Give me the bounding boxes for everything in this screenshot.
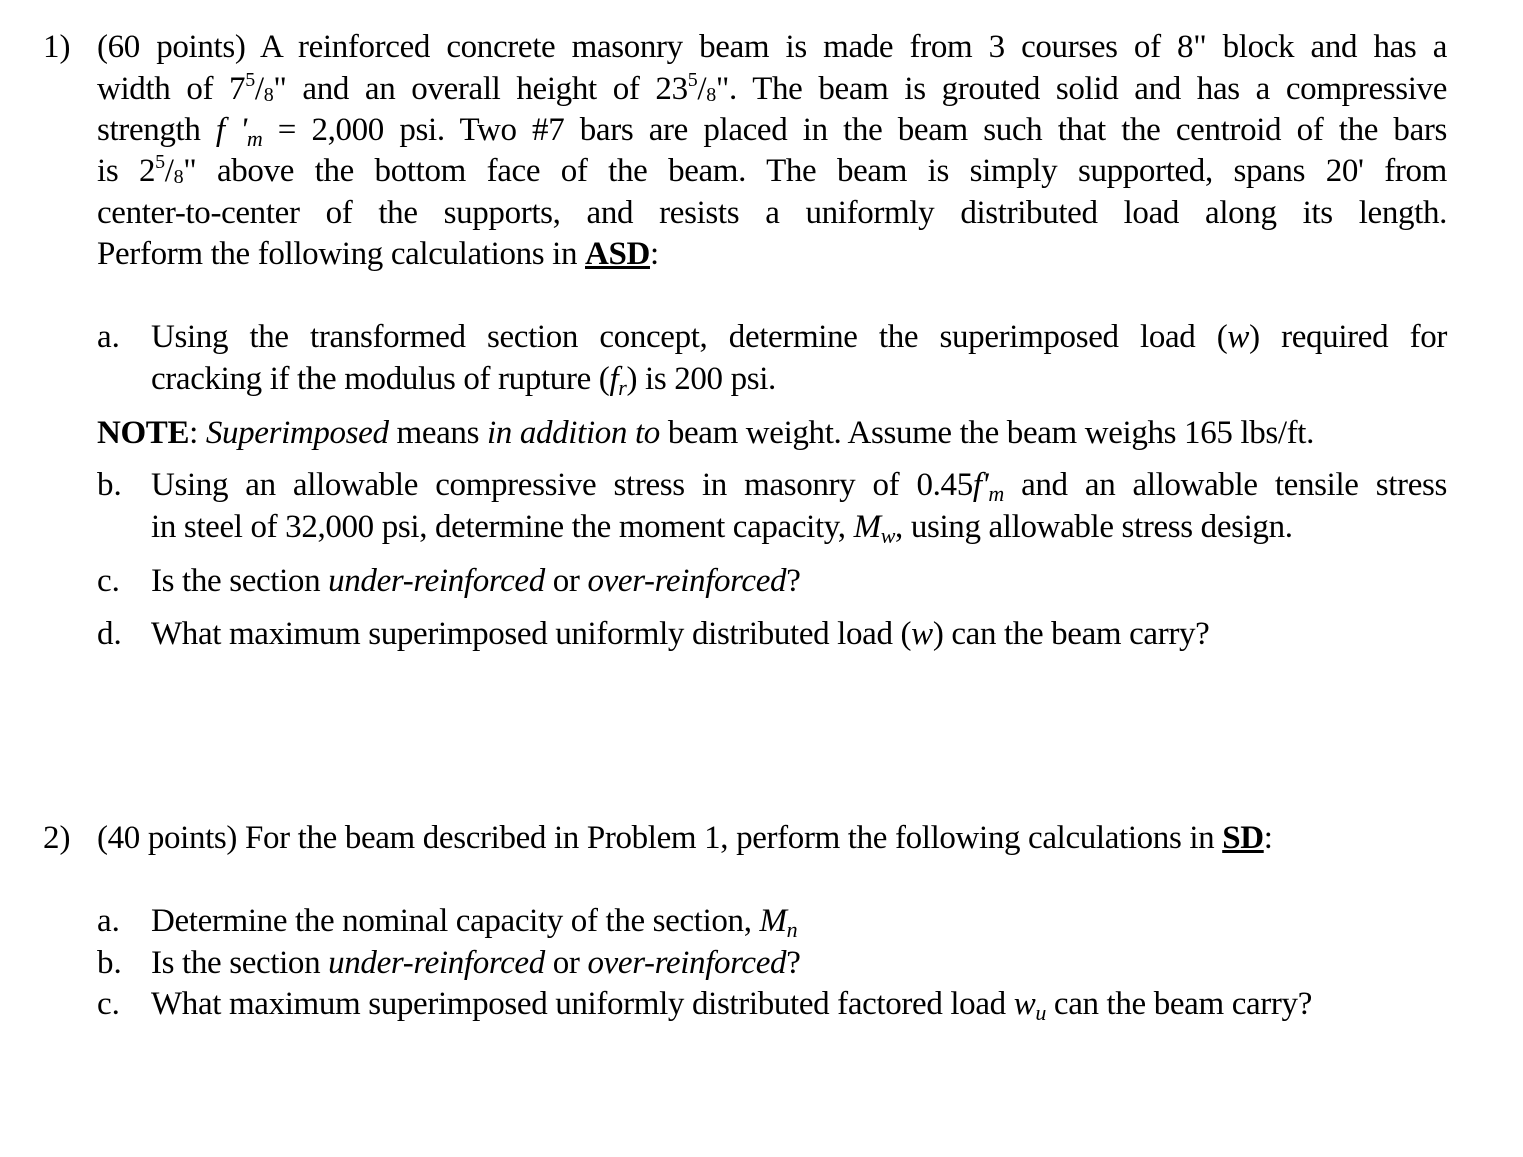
problem-2a-line: Determine the nominal capacity of the section, Mn (151, 903, 798, 942)
fraction-5-8: $^5/_8$ (245, 69, 274, 107)
problem-1-line-3: strength f 'm = 2,000 psi. Two #7 bars are placed in the beam such that the centroid of the bars (97, 112, 1448, 151)
problem-1-line-4: is $2^5/_8$" above the bottom face of the beam. The beam is simply supported, spans 20' from (97, 151, 1447, 189)
problem-1c-label: c. (97, 563, 120, 599)
problem-1-number: 1) (43, 29, 71, 65)
fraction-5-8: $^5/_8$ (155, 151, 184, 189)
problem-2b-line: Is the section under-reinforced or over-reinforced? (151, 945, 801, 981)
problem-1-line-5: center-to-center of the supports, and resists a uniformly distributed load along its length. (97, 195, 1447, 231)
method-asd: ASD (585, 236, 650, 272)
problem-2-line-1: (40 points) For the beam described in Problem 1, perform the following calculations in SD: (97, 820, 1273, 856)
problem-1-line-2: width of $7^5/_8$" and an overall height of $23^5/_8$". The beam is grouted solid and has a compressive (97, 69, 1447, 107)
problem-2a-label: a. (97, 903, 120, 939)
problem-2c-label: c. (97, 986, 120, 1022)
problem-1a-line-2: cracking if the modulus of rupture (fr) is 200 psi. (151, 361, 776, 400)
problem-1-line-6: Perform the following calculations in ASD: (97, 236, 659, 272)
problem-2-number: 2) (43, 820, 71, 856)
problem-1-line-1: (60 points) A reinforced concrete masonry beam is made from 3 courses of 8" block and has a (97, 29, 1447, 65)
problem-1d-line: What maximum superimposed uniformly distributed load (w) can the beam carry? (151, 616, 1210, 652)
problem-2c-line: What maximum superimposed uniformly distributed factored load wu can the beam carry? (151, 986, 1313, 1025)
problem-1c-line: Is the section under-reinforced or over-reinforced? (151, 563, 801, 599)
problem-1b-line-2: in steel of 32,000 psi, determine the moment capacity, Mw, using allowable stress design. (151, 509, 1293, 548)
problem-1d-label: d. (97, 616, 122, 652)
problem-1a-line-1: Using the transformed section concept, determine the superimposed load (w) required for (151, 319, 1448, 355)
problem-1b-line-1: Using an allowable compressive stress in masonry of 0.45f'm and an allowable tensile stress (151, 467, 1447, 506)
problem-1b-label: b. (97, 467, 122, 503)
problem-2b-label: b. (97, 945, 122, 981)
method-sd: SD (1222, 820, 1264, 856)
problem-1-note: NOTE: Superimposed means in addition to beam weight. Assume the beam weighs 165 lbs/ft. (97, 415, 1315, 451)
problem-1a-label: a. (97, 319, 120, 355)
fraction-5-8: $^5/_8$ (687, 69, 716, 107)
